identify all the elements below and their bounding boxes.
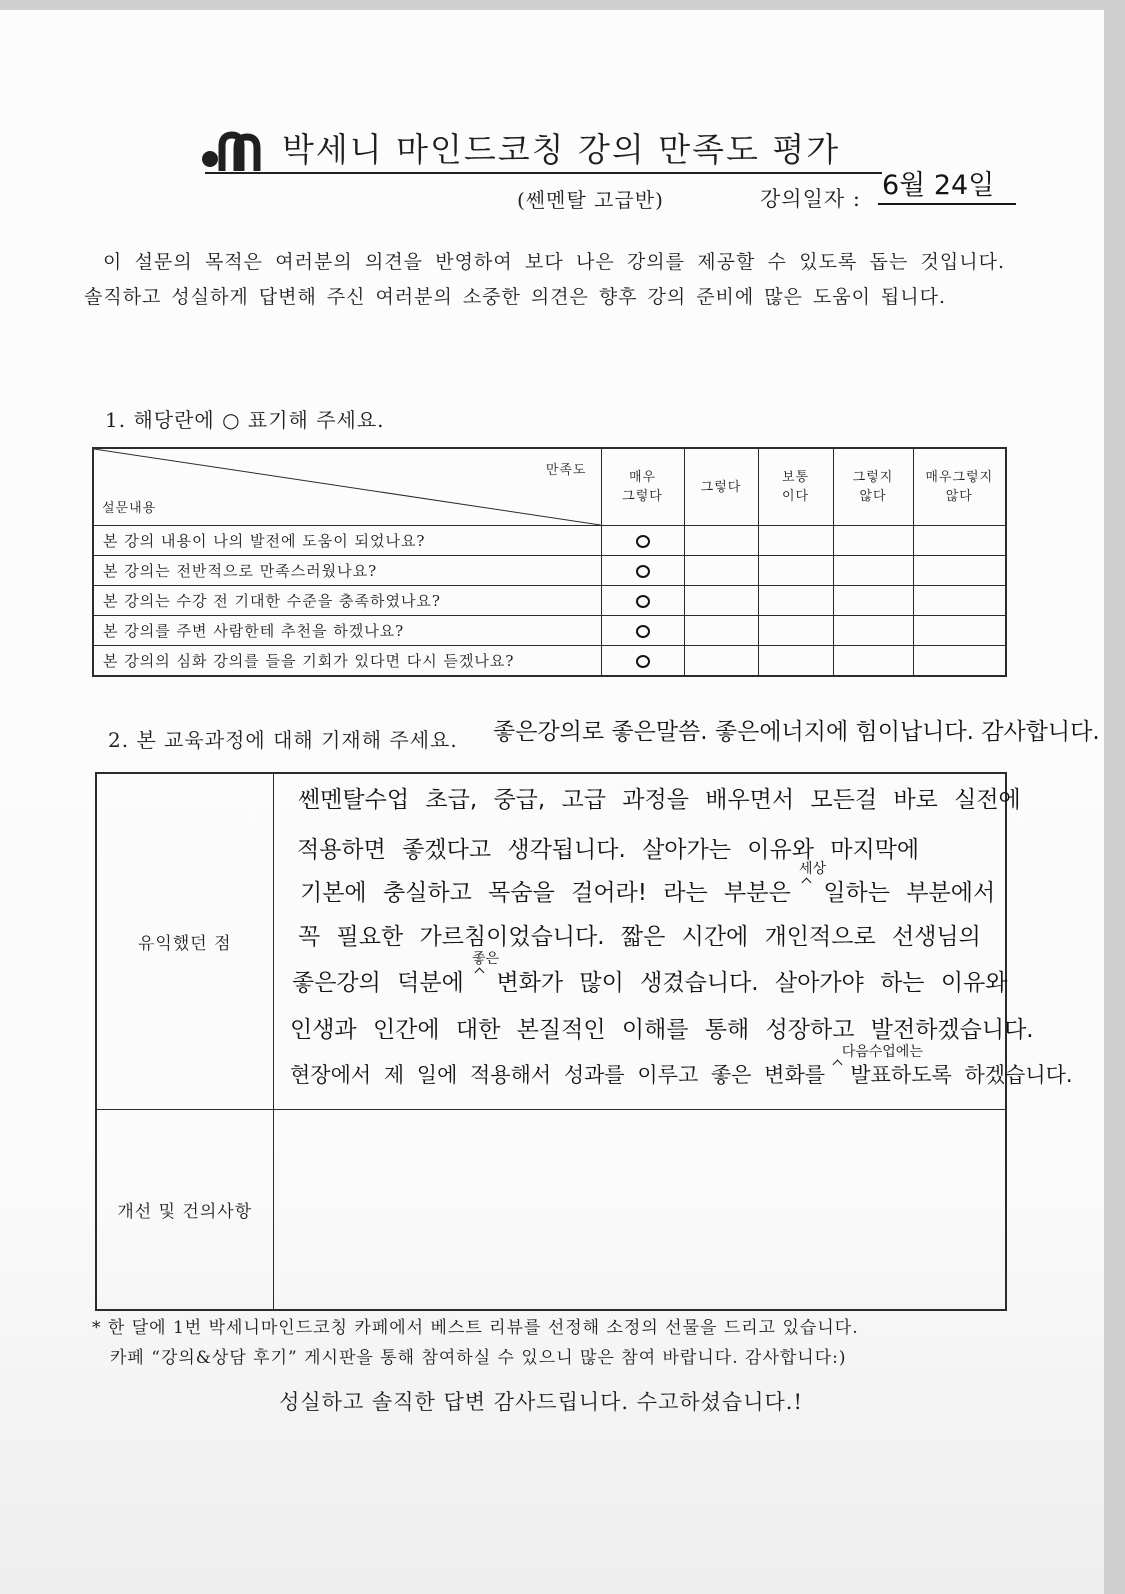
table-row — [93, 646, 1006, 677]
handwritten-line — [298, 922, 981, 952]
answer-cell — [601, 616, 684, 646]
benefit-label: 유익했던 점 — [96, 773, 273, 1110]
handwritten-text: 현장에서 제 일에 적용해서 성과를 이루고 좋은 변화를 — [290, 1063, 838, 1087]
column-header-disagree: 그렇지 않다 — [833, 448, 913, 526]
handwritten-text: 발표하도록 하겠습니다. — [837, 1063, 1073, 1087]
suggestion-row — [96, 1110, 1006, 1311]
handwritten-line — [300, 861, 996, 908]
diagonal-divider — [94, 449, 601, 525]
handwritten-comment: 좋은강의로 좋은말씀. 좋은에너지에 힘이납니다. 감사합니다. — [493, 719, 1100, 745]
table-row — [93, 526, 1006, 556]
table-row — [93, 616, 1006, 646]
handwritten-line — [290, 1044, 1073, 1090]
table-row — [93, 586, 1006, 616]
handwritten-text: 인생과 인간에 대한 본질적인 이해를 통해 성장하고 발전하겠습니다. — [290, 1017, 1034, 1043]
answer-cell — [758, 526, 833, 556]
question-text: 본 강의를 주변 사람한테 추천을 하겠나요? — [93, 616, 601, 646]
benefit-handwriting — [290, 776, 1116, 1108]
handwritten-text: 기본에 충실하고 목숨을 걸어라! 라는 부분은 — [300, 880, 808, 906]
handwritten-text: 변화가 많이 생겼습니다. 살아가야 하는 이유와 — [480, 970, 1008, 996]
answer-cell — [684, 646, 758, 677]
handwritten-text: 일하는 부분에서 — [807, 880, 996, 906]
satisfaction-header-label: 만족도 — [545, 463, 587, 478]
handwritten-line — [292, 951, 1008, 998]
question-text: 본 강의의 심화 강의를 들을 기회가 있다면 다시 듣겠나요? — [93, 646, 601, 677]
lecture-date-underline — [878, 203, 1016, 205]
answer-cell — [833, 616, 913, 646]
table-row — [93, 556, 1006, 586]
answer-circle-mark — [636, 595, 650, 608]
answer-cell — [684, 616, 758, 646]
closing-message: 성실하고 솔직한 답변 감사드립니다. 수고하셨습니다.! — [279, 1390, 803, 1414]
answer-cell — [758, 616, 833, 646]
handwritten-text: 좋은강의 덕분에 — [292, 970, 481, 996]
answer-cell — [833, 556, 913, 586]
inserted-handwritten-text: 다음수업에는 — [841, 1044, 923, 1060]
question-text: 본 강의 내용이 나의 발전에 도움이 되었나요? — [93, 526, 601, 556]
section-1-heading: 1. 해당란에 ○ 표기해 주세요. — [105, 408, 385, 432]
answer-cell — [833, 646, 913, 677]
footnote-line-1: * 한 달에 1번 박세니마인드코칭 카페에서 베스트 리뷰를 선정해 소정의 선물을 드리고 있습니다. — [92, 1318, 859, 1338]
question-header-label: 설문내용 — [102, 501, 157, 516]
answer-cell — [758, 586, 833, 616]
answer-cell — [833, 526, 913, 556]
column-header-strongly-disagree: 매우그렇지 않다 — [913, 448, 1006, 526]
question-text: 본 강의는 수강 전 기대한 수준을 충족하였나요? — [93, 586, 601, 616]
column-header-very-agree: 매우 그렇다 — [601, 448, 684, 526]
handwritten-text: 꼭 필요한 가르침이었습니다. 짧은 시간에 개인적으로 선생님의 — [298, 924, 981, 950]
answer-cell — [758, 646, 833, 677]
section-2-heading: 2. 본 교육과정에 대해 기재해 주세요. — [108, 728, 458, 752]
intro-line-2: 솔직하고 성실하게 답변해 주신 여러분의 소중한 의견은 향후 강의 준비에 많은 도움이 됩니다. — [84, 286, 946, 308]
diagonal-header-cell — [93, 448, 601, 526]
answer-cell — [684, 526, 758, 556]
intro-line-1: 이 설문의 목적은 여러분의 의견을 반영하여 보다 나은 강의를 제공할 수 있도록 돕는 것입니다. — [103, 251, 1005, 273]
brand-logo — [200, 128, 266, 172]
inserted-handwritten-text: 좋은 — [472, 951, 500, 967]
handwritten-line — [298, 785, 1021, 815]
answer-circle-mark — [636, 535, 650, 548]
answer-cell — [913, 526, 1006, 556]
footnote-line-2: 카페 “강의&상담 후기” 게시판을 통해 참여하실 수 있으니 많은 참여 바랍니다. 감사합니다:) — [110, 1348, 847, 1368]
answer-circle-mark — [636, 625, 650, 638]
answer-circle-mark — [636, 565, 650, 578]
brand-logo-mark — [200, 128, 266, 172]
answer-cell — [601, 586, 684, 616]
answer-cell — [913, 556, 1006, 586]
lecture-date-label: 강의일자 : — [760, 187, 861, 211]
answer-cell — [601, 556, 684, 586]
handwritten-comment-area — [488, 712, 1118, 754]
suggestion-label: 개선 및 건의사항 — [96, 1110, 273, 1311]
inserted-handwritten-text: 세상 — [799, 861, 827, 877]
table-header-row — [93, 448, 1006, 526]
question-text: 본 강의는 전반적으로 만족스러웠나요? — [93, 556, 601, 586]
column-header-neutral: 보통 이다 — [758, 448, 833, 526]
answer-cell — [913, 646, 1006, 677]
logo-dot — [202, 151, 218, 167]
answer-cell — [601, 526, 684, 556]
answer-cell — [684, 586, 758, 616]
answer-cell — [913, 586, 1006, 616]
handwritten-text: 쎈멘탈수업 초급, 중급, 고급 과정을 배우면서 모든걸 바로 실전에 — [298, 787, 1021, 813]
answer-cell — [601, 646, 684, 677]
answer-cell — [758, 556, 833, 586]
handwritten-text: 적용하면 좋겠다고 생각됩니다. 살아가는 이유와 마지막에 — [297, 837, 920, 863]
answer-circle-mark — [636, 655, 650, 668]
answer-cell — [684, 556, 758, 586]
page-title: 박세니 마인드코칭 강의 만족도 평가 — [282, 130, 841, 169]
logo-arch-right — [237, 137, 257, 171]
answer-cell — [833, 586, 913, 616]
handwritten-line — [290, 1015, 1034, 1045]
column-header-agree: 그렇다 — [684, 448, 758, 526]
answer-cell — [913, 616, 1006, 646]
title-underline — [205, 172, 882, 174]
lecture-date-handwritten: 6월 24일 — [882, 170, 995, 201]
satisfaction-table — [92, 447, 1007, 677]
course-name: (쎈멘탈 고급반) — [517, 188, 664, 212]
suggestion-answer-cell — [273, 1110, 1006, 1311]
